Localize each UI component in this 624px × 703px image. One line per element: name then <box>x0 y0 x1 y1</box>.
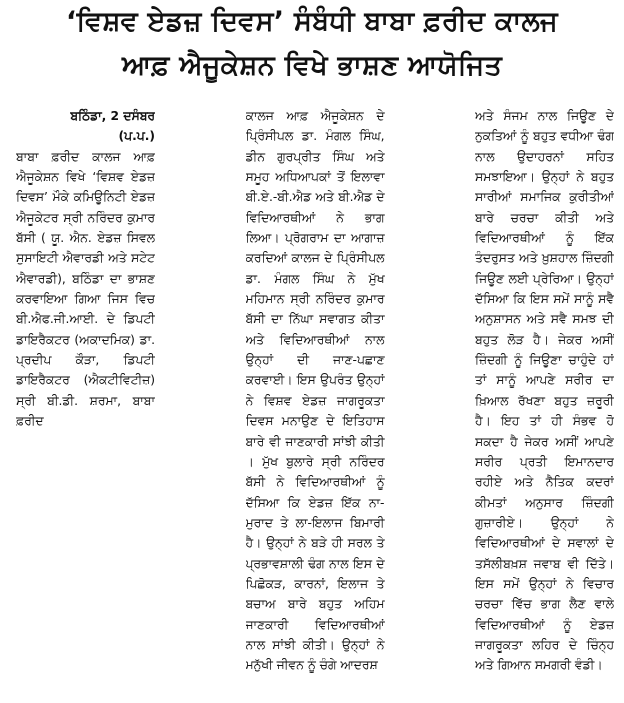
headline-line-1: ‘ਵਿਸ਼ਵ ਏਡਜ਼ ਦਿਵਸ’ ਸੰਬੰਧੀ ਬਾਬਾ ਫ਼ਰੀਦ ਕਾਲਜ <box>66 6 558 37</box>
dateline: ਬਠਿੰਡਾ, 2 ਦਸੰਬਰ <box>70 109 155 123</box>
headline-line-2: ਆਫ਼ ਐਜੂਕੇਸ਼ਨ ਵਿਖੇ ਭਾਸ਼ਣ ਆਯੋਜਿਤ <box>121 50 503 81</box>
article-column-1 <box>16 106 155 698</box>
article-text-column-3: ਅਤੇ ਸੰਜਮ ਨਾਲ ਜਿਊਣ ਦੇ ਨੁਕਤਿਆਂ ਨੂੰ ਬਹੁਤ ਵਧੀਆ ਢੰਗ ਨਾਲ ਉਦਾਹਰਨਾਂ ਸਹਿਤ ਸਮਝਾਇਆ। ਉਨ੍ਹਾਂ ਨੇ ਬਹੁਤ ਸਾਰੀਆਂ ਸਮਾਜਿਕ ਕੁਰੀਤੀਆਂ ਬਾਰੇ ਚਰਚਾ ਕੀਤੀ ਅਤੇ ਵਿਦਿਆਰਥੀਆਂ ਨੂੰ ਇੱਕ ਤੰਦਰੁਸਤ ਅਤੇ ਖ਼ੁਸ਼ਹਾਲ ਜ਼ਿੰਦਗੀ ਜਿਊਣ ਲਈ ਪ੍ਰੇਰਿਆ। ਉਨ੍ਹਾਂ ਦੱਸਿਆ ਕਿ ਇਸ ਸਮੇਂ ਸਾਨੂੰ ਸਵੈ ਅਨੁਸ਼ਾਸਨ ਅਤੇ ਸਵੈ ਸਮਝ ਦੀ ਬਹੁਤ ਲੋੜ ਹੈ। ਜੇਕਰ ਅਸੀਂ ਜ਼ਿੰਦਗੀ ਨੂੰ ਜਿਊਣਾ ਚਾਹੁੰਦੇ ਹਾਂ ਤਾਂ ਸਾਨੂੰ ਆਪਣੇ ਸਰੀਰ ਦਾ ਖ਼ਿਆਲ ਰੱਖਣਾ ਬਹੁਤ ਜ਼ਰੂਰੀ ਹੈ। ਇਹ ਤਾਂ ਹੀ ਸੰਭਵ ਹੋ ਸਕਦਾ ਹੈ ਜੇਕਰ ਅਸੀਂ ਆਪਣੇ ਸਰੀਰ ਪ੍ਰਤੀ ਇਮਾਨਦਾਰ ਰਹੀਏ ਅਤੇ ਨੈਤਿਕ ਕਦਰਾਂ ਕੀਮਤਾਂ ਅਨੁਸਾਰ ਜ਼ਿੰਦਗੀ ਗੁਜ਼ਾਰੀਏ। ਉਨ੍ਹਾਂ ਨੇ ਵਿਦਿਆਰਥੀਆਂ ਦੇ ਸਵਾਲਾਂ ਦੇ ਤਸੱਲੀਬਖ਼ਸ਼ ਜਵਾਬ ਵੀ ਦਿੱਤੇ। ਇਸ ਸਮੇਂ ਉਨ੍ਹਾਂ ਨੇ ਵਿਚਾਰ ਚਰਚਾ ਵਿੱਚ ਭਾਗ ਲੈਣ ਵਾਲੇ ਵਿਦਿਆਰਥੀਆਂ ਨੂੰ ਏਡਜ਼ ਜਾਗਰੂਕਤਾ ਲਹਿਰ ਦੇ ਚਿੰਨ੍ਹ ਅਤੇ ਗਿਆਨ ਸਮਗਰੀ ਵੰਡੀ। <box>475 109 614 673</box>
article-text-column-1: ਬਾਬਾ ਫ਼ਰੀਦ ਕਾਲਜ ਆਫ਼ ਐਜੂਕੇਸ਼ਨ ਵਿਖੇ ‘ਵਿਸ਼ਵ ਏਡਜ਼ ਦਿਵਸ’ ਮੌਕੇ ਕਮਿਊਨਿਟੀ ਏਡਜ਼ ਐਜੂਕੇਟਰ ਸ੍ਰੀ ਨਰਿੰਦਰ ਕੁਮਾਰ ਬੱਸੀ ( ਯੂ. ਐਨ. ਏਡਜ਼ ਸਿਵਲ ਸੁਸਾਇਟੀ ਐਵਾਰਡੀ ਅਤੇ ਸਟੇਟ ਐਵਾਰਡੀ), ਬਠਿੰਡਾ ਦਾ ਭਾਸ਼ਣ ਕਰਵਾਇਆ ਗਿਆ ਜਿਸ ਵਿਚ ਬੀ.ਐਫ.ਜੀ.ਆਈ. ਦੇ ਡਿਪਟੀ ਡਾਇਰੈਕਟਰ (ਅਕਾਦਮਿਕ) ਡਾ. ਪ੍ਰਦੀਪ ਕੌੜਾ, ਡਿਪਟੀ ਡਾਇਰੈਕਟਰ (ਐਕਟੀਵਿਟੀਜ਼) ਸ੍ਰੀ ਬੀ.ਡੀ. ਸ਼ਰਮਾ, ਬਾਬਾ ਫ਼ਰੀਦ <box>16 149 155 429</box>
headline <box>0 0 624 88</box>
article-text-column-2: ਕਾਲਜ ਆਫ਼ ਐਜੂਕੇਸ਼ਨ ਦੇ ਪ੍ਰਿੰਸੀਪਲ ਡਾ. ਮੰਗਲ ਸਿੰਘ, ਡੀਨ ਗੁਰਪ੍ਰੀਤ ਸਿੰਘ ਅਤੇ ਸਮੂਹ ਅਧਿਆਪਕਾਂ ਤੋਂ ਇਲਾਵਾ ਬੀ.ਏ.-ਬੀ.ਐਡ ਅਤੇ ਬੀ.ਐਡ ਦੇ ਵਿਦਿਆਰਥੀਆਂ ਨੇ ਭਾਗ ਲਿਆ। ਪ੍ਰੋਗਰਾਮ ਦਾ ਆਗਾਜ਼ ਕਰਦਿਆਂ ਕਾਲਜ ਦੇ ਪ੍ਰਿੰਸੀਪਲ ਡਾ. ਮੰਗਲ ਸਿੰਘ ਨੇ ਮੁੱਖ ਮਹਿਮਾਨ ਸ੍ਰੀ ਨਰਿੰਦਰ ਕੁਮਾਰ ਬੱਸੀ ਦਾ ਨਿੱਘਾ ਸਵਾਗਤ ਕੀਤਾ ਅਤੇ ਵਿਦਿਆਰਥੀਆਂ ਨਾਲ ਉਨ੍ਹਾਂ ਦੀ ਜਾਣ-ਪਛਾਣ ਕਰਵਾਈ। ਇਸ ਉਪਰੰਤ ਉਨ੍ਹਾਂ ਨੇ ਵਿਸ਼ਵ ਏਡਜ਼ ਜਾਗਰੂਕਤਾ ਦਿਵਸ ਮਨਾਉਣ ਦੇ ਇਤਿਹਾਸ ਬਾਰੇ ਵੀ ਜਾਣਕਾਰੀ ਸਾਂਝੀ ਕੀਤੀ । ਮੁੱਖ ਬੁਲਾਰੇ ਸ੍ਰੀ ਨਰਿੰਦਰ ਬੱਸੀ ਨੇ ਵਿਦਿਆਰਥੀਆਂ ਨੂੰ ਦੱਸਿਆ ਕਿ ਏਡਜ਼ ਇੱਕ ਨਾ-ਮੁਰਾਦ ਤੇ ਲਾ-ਇਲਾਜ ਬਿਮਾਰੀ ਹੈ। ਉਨ੍ਹਾਂ ਨੇ ਬੜੇ ਹੀ ਸਰਲ ਤੇ ਪ੍ਰਭਾਵਸ਼ਾਲੀ ਢੰਗ ਨਾਲ ਇਸ ਦੇ ਪਿਛੋਕੜ, ਕਾਰਨਾਂ, ਇਲਾਜ ਤੇ ਬਚਾਅ ਬਾਰੇ ਬਹੁਤ ਅਹਿਮ ਜਾਣਕਾਰੀ ਵਿਦਿਆਰਥੀਆਂ ਨਾਲ ਸਾਂਝੀ ਕੀਤੀ। ਉਨ੍ਹਾਂ ਨੇ ਮਨੁੱਖੀ ਜੀਵਨ ਨੂੰ ਚੰਗੇ ਆਦਰਸ਼ <box>245 109 385 673</box>
article-column-2 <box>246 106 385 698</box>
article-body <box>16 106 614 698</box>
agency-credit: (ਪ.ਪ.) <box>118 129 155 144</box>
article-column-3 <box>475 106 614 698</box>
